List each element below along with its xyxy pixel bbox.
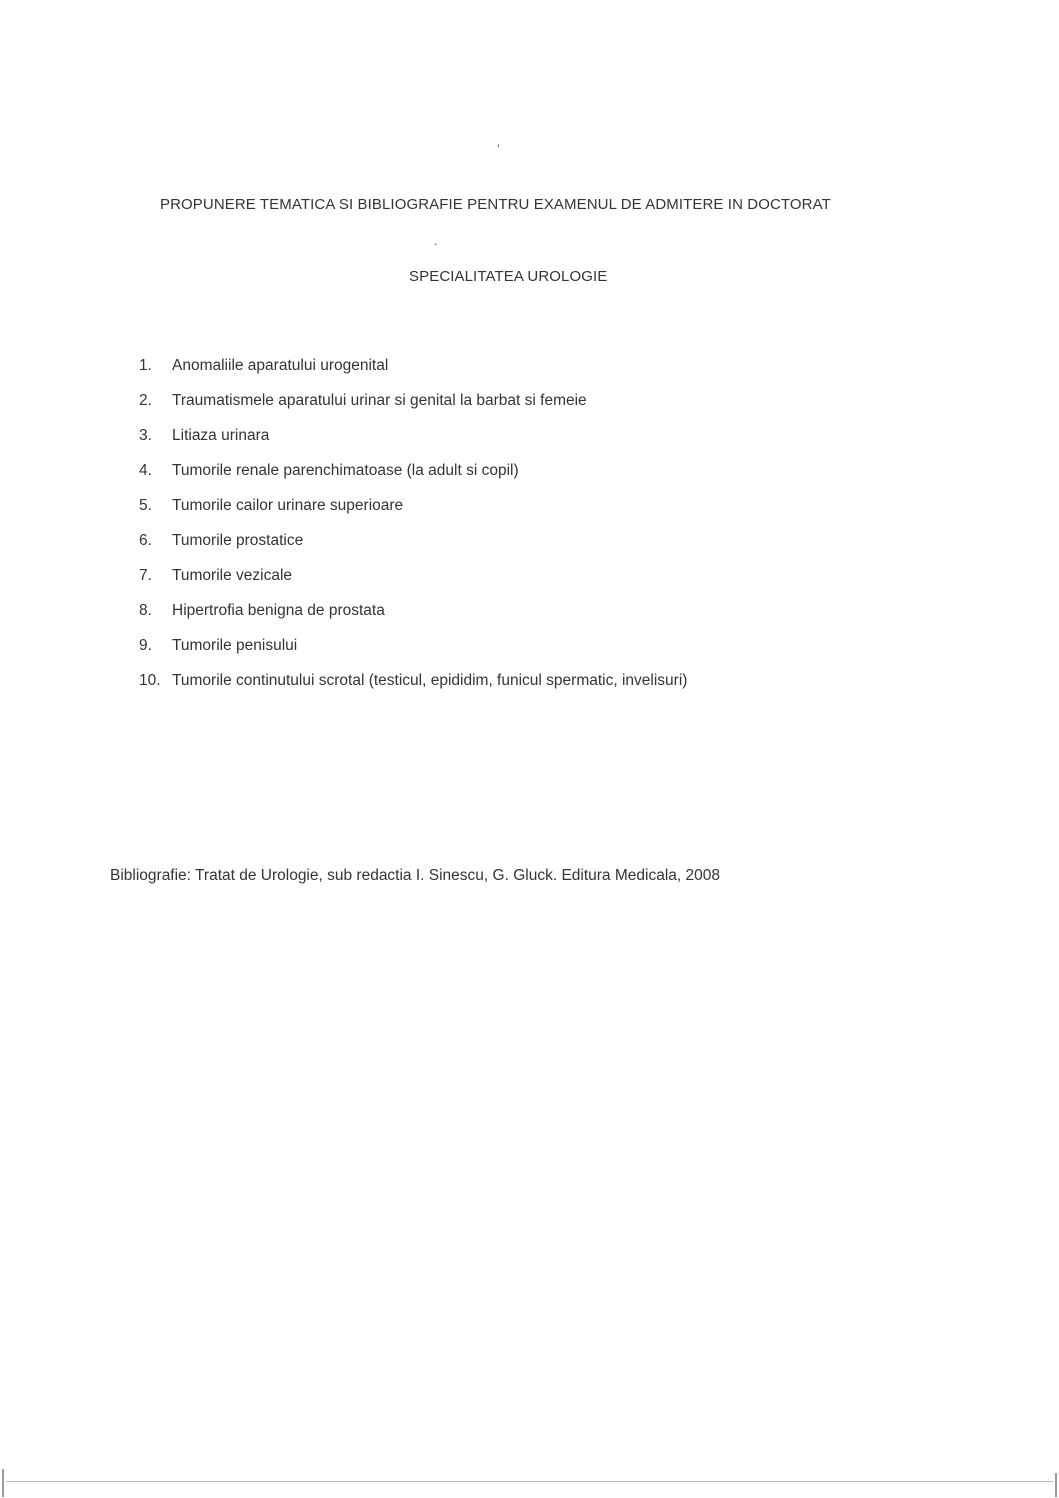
item-text: Tumorile penisului: [172, 637, 298, 654]
list-item: [139, 601, 999, 636]
item-text: Litiaza urinara: [172, 427, 270, 444]
item-number: 6.: [139, 532, 152, 549]
list-item: [139, 426, 999, 461]
item-number: 10.: [139, 672, 161, 689]
list-item: [139, 531, 999, 566]
document-subtitle: SPECIALITATEA UROLOGIE: [409, 268, 608, 285]
item-text: Tumorile vezicale: [172, 567, 293, 584]
list-item: [139, 391, 999, 426]
item-number: 8.: [139, 602, 152, 619]
scan-edge-tick-right: [1055, 1473, 1057, 1497]
item-text: Tumorile renale parenchimatoase (la adult si copil): [172, 462, 519, 479]
item-number: 7.: [139, 567, 152, 584]
item-number: 2.: [139, 392, 152, 409]
list-item: [139, 566, 999, 601]
list-item: [139, 356, 999, 391]
item-text: Tumorile cailor urinare superioare: [172, 497, 404, 514]
document-title: PROPUNERE TEMATICA SI BIBLIOGRAFIE PENTRU EXAMENUL DE ADMITERE IN DOCTORAT: [160, 196, 831, 213]
list-item: [139, 496, 999, 531]
scan-artifact-mark: ’: [497, 142, 500, 156]
item-text: Anomaliile aparatului urogenital: [172, 357, 389, 374]
list-item: [139, 461, 999, 496]
item-text: Hipertrofia benigna de prostata: [172, 602, 385, 619]
item-text: Tumorile continutului scrotal (testicul, epididim, funicul spermatic, invelisuri): [172, 672, 688, 689]
item-number: 9.: [139, 637, 152, 654]
item-text: Tumorile prostatice: [172, 532, 304, 549]
topic-list: [139, 356, 999, 706]
bibliography-line: Bibliografie: Tratat de Urologie, sub redactia I. Sinescu, G. Gluck. Editura Medicala, 2008: [110, 867, 720, 884]
item-number: 3.: [139, 427, 152, 444]
item-number: 1.: [139, 357, 152, 374]
item-number: 4.: [139, 462, 152, 479]
list-item: [139, 636, 999, 671]
item-number: 5.: [139, 497, 152, 514]
list-item: [139, 671, 999, 706]
scan-edge-tick-left: [2, 1469, 4, 1497]
scan-page-bottom-edge: [6, 1481, 1053, 1482]
scan-artifact-dot: .: [434, 234, 438, 248]
item-text: Traumatismele aparatului urinar si genital la barbat si femeie: [172, 392, 587, 409]
